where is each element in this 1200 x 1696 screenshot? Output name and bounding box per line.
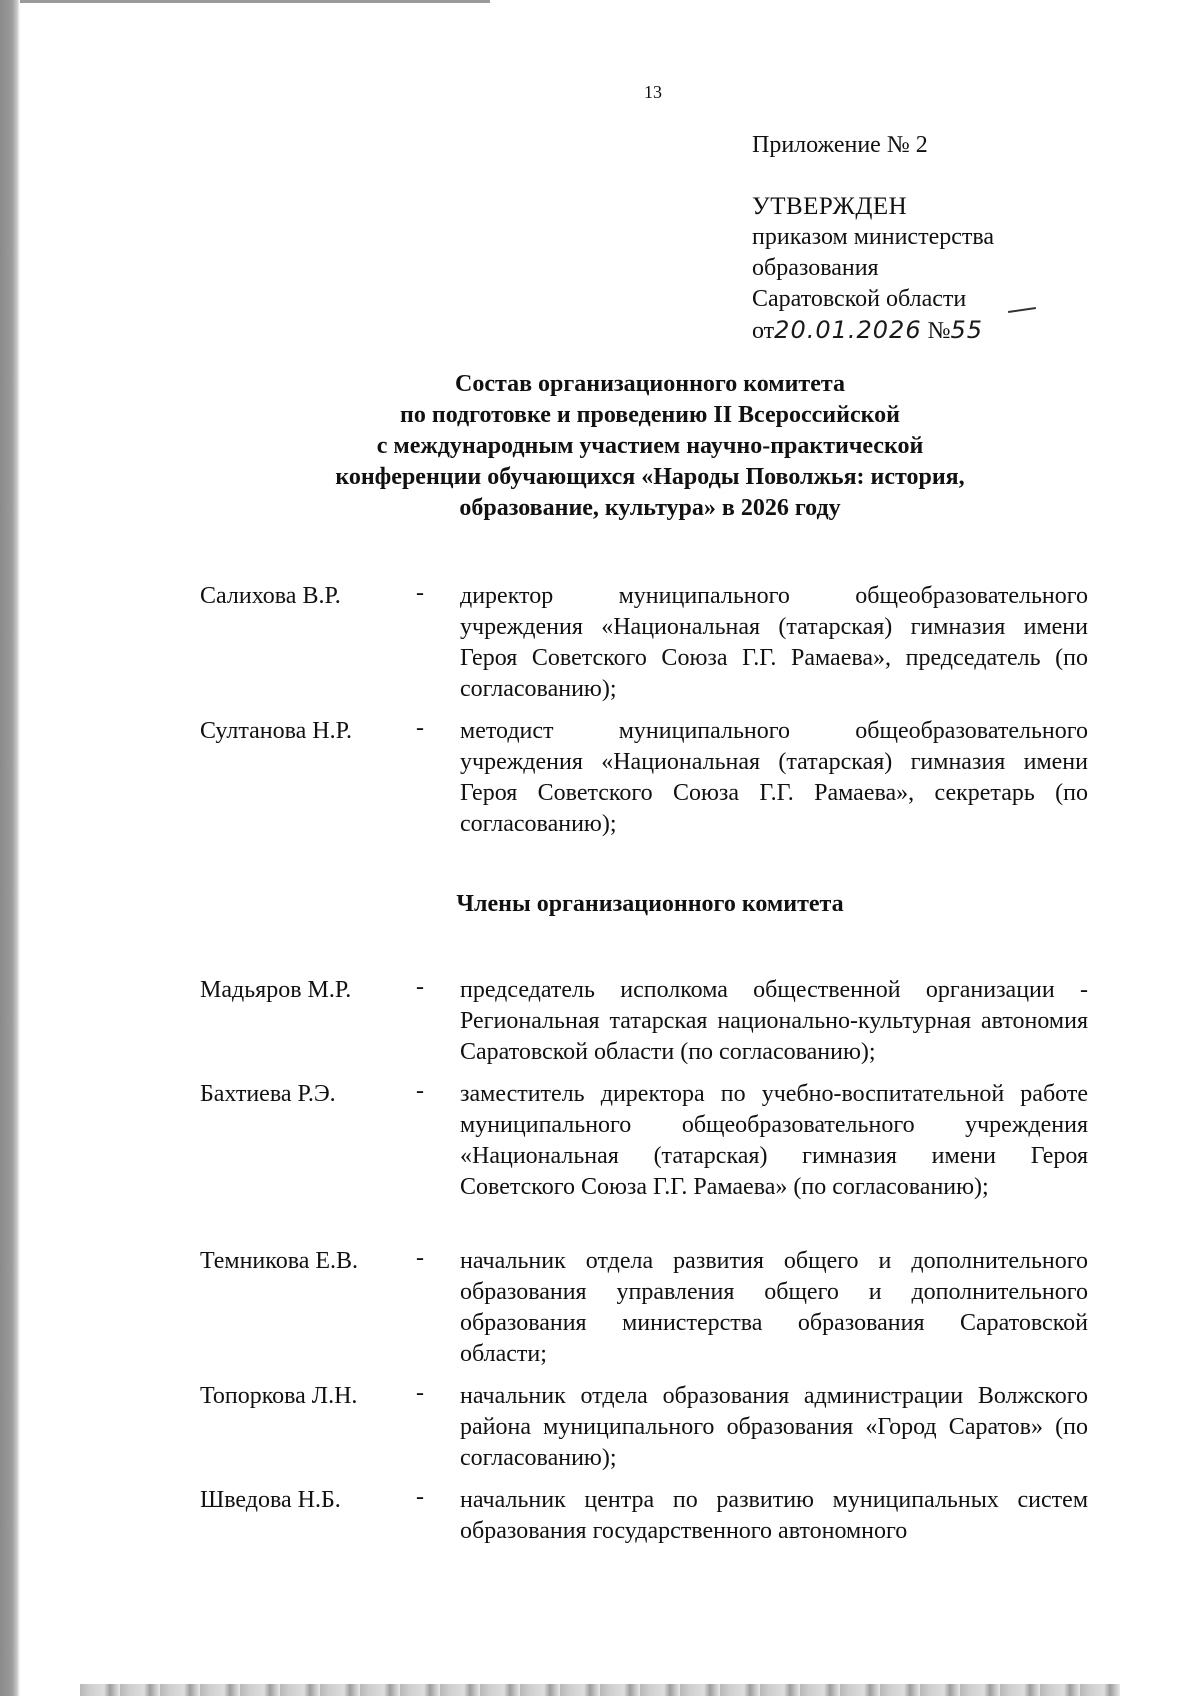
title-line: по подготовке и проведению II Всероссийской bbox=[400, 402, 900, 428]
member-name: Мадьяров М.Р. bbox=[200, 977, 352, 1003]
appendix-label: Приложение № 2 bbox=[752, 132, 928, 158]
handwritten-number: 55 bbox=[950, 316, 984, 344]
member-name: Султанова Н.Р. bbox=[200, 718, 352, 744]
member-description: начальник отдела развития общего и дополнительного образования управления общего и дополнительного образования министерства образования Саратовской области; bbox=[460, 1248, 1088, 1367]
member-name: Шведова Н.Б. bbox=[200, 1487, 341, 1513]
title-line: с международным участием научно-практической bbox=[376, 433, 924, 459]
member-description: начальник центра по развитию муниципальных систем образования государственного автономного bbox=[460, 1487, 1088, 1544]
title-line: Состав организационного комитета bbox=[455, 371, 845, 397]
approval-line-1: приказом министерства bbox=[752, 224, 995, 250]
scan-top-edge bbox=[20, 0, 490, 3]
scan-left-edge bbox=[0, 0, 20, 1696]
members-section-title: Члены организационного комитета bbox=[456, 891, 844, 917]
member-description: начальник отдела образования администрации Волжского района муниципального образования «Город Саратов» (по согласованию); bbox=[460, 1383, 1088, 1471]
handwritten-date: 20.01.2026 bbox=[774, 316, 922, 344]
entry-dash: - bbox=[416, 1078, 424, 1104]
page-number: 13 bbox=[644, 82, 662, 102]
entry-dash: - bbox=[416, 1484, 424, 1510]
number-prefix: № bbox=[927, 318, 951, 344]
member-name: Бахтиева Р.Э. bbox=[200, 1081, 336, 1107]
member-description: методист муниципального общеобразовательного учреждения «Национальная (татарская) гимназия имени Героя Советского Союза Г.Г. Рамаева», секретарь (по согласованию); bbox=[460, 718, 1088, 837]
entry-dash: - bbox=[416, 974, 424, 1000]
pen-stroke-mark bbox=[1008, 307, 1036, 313]
approved-stamp-label: УТВЕРЖДЕН bbox=[752, 193, 908, 220]
approval-line-2: образования bbox=[752, 255, 879, 281]
approval-line-3: Саратовской области bbox=[752, 286, 967, 312]
title-line: образование, культура» в 2026 году bbox=[459, 495, 841, 521]
member-description: заместитель директора по учебно-воспитательной работе муниципального общеобразовательного учреждения «Национальная (татарская) гимназия имени Героя Советского Союза Г.Г. Рамаева» (по согласованию); bbox=[460, 1081, 1088, 1200]
approval-header bbox=[752, 130, 994, 347]
document-title bbox=[200, 369, 1100, 524]
member-name: Топоркова Л.Н. bbox=[200, 1383, 358, 1409]
member-description: председатель исполкома общественной организации - Региональная татарская национально-культурная автономия Саратовской области (по согласованию); bbox=[460, 977, 1088, 1065]
order-date-line bbox=[752, 315, 994, 347]
title-line: конференции обучающихся «Народы Поволжья: история, bbox=[335, 464, 965, 490]
member-description: директор муниципального общеобразовательного учреждения «Национальная (татарская) гимназия имени Героя Советского Союза Г.Г. Рамаева», председатель (по согласованию); bbox=[460, 583, 1088, 702]
entry-dash: - bbox=[416, 1380, 424, 1406]
date-prefix: от bbox=[752, 318, 775, 344]
entry-dash: - bbox=[416, 715, 424, 741]
member-name: Темникова Е.В. bbox=[200, 1248, 359, 1274]
entry-dash: - bbox=[416, 1245, 424, 1271]
entry-dash: - bbox=[416, 580, 424, 606]
scan-bottom-edge bbox=[80, 1684, 1120, 1696]
member-name: Салихова В.Р. bbox=[200, 583, 341, 609]
